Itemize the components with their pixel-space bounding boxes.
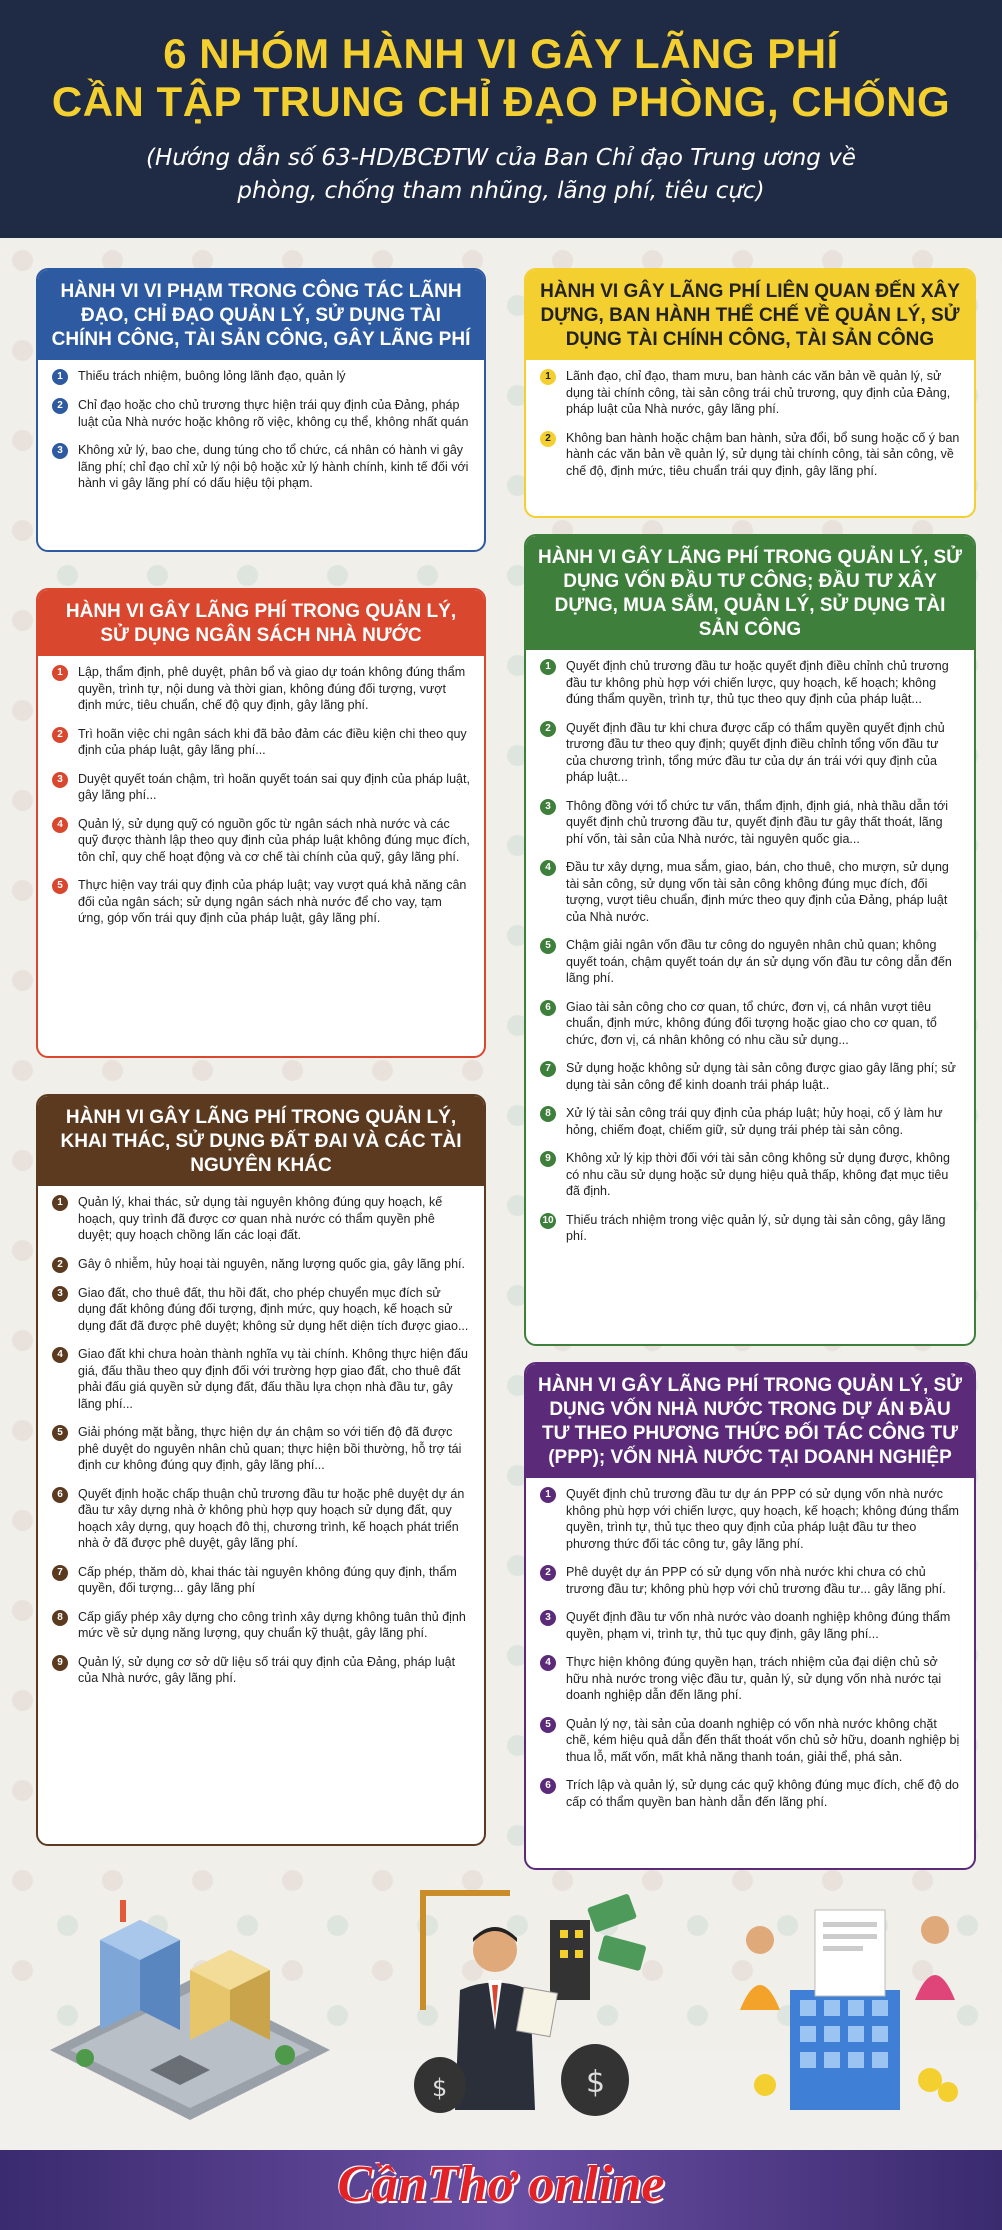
number-badge: 1 <box>540 369 556 385</box>
group-3-list <box>38 656 484 945</box>
group-6-card <box>524 1362 976 1870</box>
group-5-card <box>36 1094 486 1846</box>
group-4-list <box>526 650 974 1263</box>
number-badge: 5 <box>540 1717 556 1733</box>
number-badge: 3 <box>52 443 68 459</box>
group-5-list <box>38 1186 484 1705</box>
group-2-card <box>524 268 976 518</box>
site-logo: CầnThơ online <box>337 2156 665 2213</box>
list-item: 9 Quản lý, sử dụng cơ sở dữ liệu số trái quy định của Đảng, pháp luật của Nhà nước, gây lãng phí. <box>52 1654 470 1687</box>
number-badge: 1 <box>540 659 556 675</box>
number-badge: 9 <box>540 1151 556 1167</box>
list-item: 8 Xử lý tài sản công trái quy định của pháp luật; hủy hoại, cố ý làm hư hỏng, chiếm đoạt, chiếm giữ, sử dụng trái phép tài sản công. <box>540 1105 960 1138</box>
number-badge: 1 <box>52 665 68 681</box>
list-item: 4 Quản lý, sử dụng quỹ có nguồn gốc từ ngân sách nhà nước và các quỹ được thành lập theo quy định của pháp luật không đúng mục đích, tôn chỉ, quy chế hoạt động và cơ chế tài chính của quỹ, gây lãng phí. <box>52 816 470 866</box>
number-badge: 2 <box>540 721 556 737</box>
svg-text:$: $ <box>586 2065 606 2100</box>
list-item: 4 Đầu tư xây dựng, mua sắm, giao, bán, cho thuê, cho mượn, sử dụng tài sản công, sử dụng vốn tài sản công không đúng mục đích, đối tượng, vượt tiêu chuẩn, định mức theo quy định của Đảng, pháp luật của Nhà nước. <box>540 859 960 925</box>
number-badge: 6 <box>540 1778 556 1794</box>
list-item: 10 Thiếu trách nhiệm trong việc quản lý, sử dụng tài sản công, gây lãng phí. <box>540 1212 960 1245</box>
list-item: 3 Không xử lý, bao che, dung túng cho tổ chức, cá nhân có hành vi gây lãng phí; chỉ đạo chỉ xử lý nội bộ hoặc xử lý hành chính, kinh tế đối với hành vi gây lãng phí có dấu hiệu tội phạm. <box>52 442 470 492</box>
list-item: 1 Quyết định chủ trương đầu tư hoặc quyết định điều chỉnh chủ trương đầu tư không phù hợp với chiến lược, quy hoạch, kế hoạch; không đúng thẩm quyền, trình tự, thủ tục theo quy định của pháp luật... <box>540 658 960 708</box>
number-badge: 3 <box>52 772 68 788</box>
number-badge: 3 <box>52 1286 68 1302</box>
list-item: 9 Không xử lý kịp thời đối với tài sản công không sử dụng được, không có nhu cầu sử dụng hoặc sử dụng hiệu quả thấp, không đạt mục tiêu đã định. <box>540 1150 960 1200</box>
number-badge: 6 <box>540 1000 556 1016</box>
number-badge: 5 <box>52 1425 68 1441</box>
group-3-title: HÀNH VI GÂY LÃNG PHÍ TRONG QUẢN LÝ, SỬ DỤNG NGÂN SÁCH NHÀ NƯỚC <box>38 590 484 656</box>
list-item: 3 Quyết định đầu tư vốn nhà nước vào doanh nghiệp không đúng thẩm quyền, phạm vi, trình tự, thủ tục quy định, gây lãng phí... <box>540 1609 960 1642</box>
number-badge: 7 <box>52 1565 68 1581</box>
city-buildings-illustration <box>40 1880 340 2120</box>
number-badge: 3 <box>540 799 556 815</box>
list-item: 1 Quản lý, khai thác, sử dụng tài nguyên không đúng quy hoạch, kế hoạch, quy trình đã được cơ quan nhà nước có thẩm quyền phê duyệt; quy hoạch chồng lấn các loại đất. <box>52 1194 470 1244</box>
number-badge: 3 <box>540 1610 556 1626</box>
number-badge: 4 <box>540 1655 556 1671</box>
list-item: 5 Giải phóng mặt bằng, thực hiện dự án chậm so với tiến độ đã được phê duyệt do nguyên nhân chủ quan; thực hiện bồi thường, hỗ trợ tái định cư không đúng quy định, gây lãng phí... <box>52 1424 470 1474</box>
list-item: 3 Thông đồng với tổ chức tư vấn, thẩm định, định giá, nhà thầu dẫn tới quyết định chủ trương đầu tư, quyết định đầu tư gây thất thoát, lãng phí vốn, tài sản của Nhà nước, tài nguyên quốc gia... <box>540 798 960 848</box>
group-2-list <box>526 360 974 497</box>
list-item: 2 Chỉ đạo hoặc cho chủ trương thực hiện trái quy định của Đảng, pháp luật của Nhà nước hoặc không rõ việc, không cụ thể, không nhất quán <box>52 397 470 430</box>
list-item: 1 Thiếu trách nhiệm, buông lỏng lãnh đạo, quản lý <box>52 368 470 385</box>
businessman-money-illustration <box>400 1880 660 2120</box>
number-badge: 7 <box>540 1061 556 1077</box>
list-item: 3 Duyệt quyết toán chậm, trì hoãn quyết toán sai quy định của pháp luật, gây lãng phí... <box>52 771 470 804</box>
number-badge: 4 <box>52 1347 68 1363</box>
group-1-card <box>36 268 486 552</box>
group-6-list <box>526 1478 974 1828</box>
list-item: 5 Thực hiện vay trái quy định của pháp luật; vay vượt quá khả năng cân đối của ngân sách; sử dụng ngân sách nhà nước để cho vay, tạm ứng, góp vốn trái quy định của pháp luật, gây lãng phí. <box>52 877 470 927</box>
group-1-title: HÀNH VI VI PHẠM TRONG CÔNG TÁC LÃNH ĐẠO, CHỈ ĐẠO QUẢN LÝ, SỬ DỤNG TÀI CHÍNH CÔNG, TÀI SẢN CÔNG, GÂY LÃNG PHÍ <box>38 270 484 360</box>
number-badge: 2 <box>52 398 68 414</box>
number-badge: 2 <box>52 727 68 743</box>
page-subtitle: (Hướng dẫn số 63-HD/BCĐTW của Ban Chỉ đạo Trung ương về phòng, chống tham nhũng, lãng phí, tiêu cực) <box>146 145 856 204</box>
list-item: 4 Giao đất khi chưa hoàn thành nghĩa vụ tài chính. Không thực hiện đấu giá, đấu thầu theo quy định đối với trường hợp giao đất, cho thuê đất phải đấu giá quyền sử dụng đất, đấu thầu lựa chọn nhà đầu tư, gây lãng phí... <box>52 1346 470 1412</box>
group-4-title: HÀNH VI GÂY LÃNG PHÍ TRONG QUẢN LÝ, SỬ DỤNG VỐN ĐẦU TƯ CÔNG; ĐẦU TƯ XÂY DỰNG, MUA SẮM, QUẢN LÝ, SỬ DỤNG TÀI SẢN CÔNG <box>526 536 974 650</box>
page-title-line1: 6 NHÓM HÀNH VI GÂY LÃNG PHÍ <box>163 30 839 77</box>
page-title-line2: CẦN TẬP TRUNG CHỈ ĐẠO PHÒNG, CHỐNG <box>51 78 951 125</box>
list-item: 7 Cấp phép, thăm dò, khai thác tài nguyên không đúng quy định, thẩm quyền, đối tượng... gây lãng phí <box>52 1564 470 1597</box>
number-badge: 2 <box>52 1257 68 1273</box>
number-badge: 2 <box>540 431 556 447</box>
number-badge: 1 <box>52 1195 68 1211</box>
number-badge: 10 <box>540 1213 556 1229</box>
group-3-card <box>36 588 486 1058</box>
list-item: 5 Quản lý nợ, tài sản của doanh nghiệp có vốn nhà nước không chặt chẽ, kém hiệu quả dẫn đến thất thoát vốn chủ sở hữu, doanh nghiệp bị thua lỗ, mất vốn, mất khả năng thanh toán, giải thể, phá sản. <box>540 1716 960 1766</box>
list-item: 1 Lập, thẩm định, phê duyệt, phân bổ và giao dự toán không đúng thẩm quyền, trình tự, nội dung và thời gian, không đúng đối tượng, vượt định mức, tiêu chuẩn, chế độ quy định, gây lãng phí. <box>52 664 470 714</box>
number-badge: 1 <box>540 1487 556 1503</box>
svg-text:$: $ <box>432 2074 448 2102</box>
list-item: 8 Cấp giấy phép xây dựng cho công trình xây dựng không tuân thủ định mức về sử dụng năng lượng, quy chuẩn kỹ thuật, gây lãng phí. <box>52 1609 470 1642</box>
group-5-title: HÀNH VI GÂY LÃNG PHÍ TRONG QUẢN LÝ, KHAI THÁC, SỬ DỤNG ĐẤT ĐAI VÀ CÁC TÀI NGUYÊN KHÁC <box>38 1096 484 1186</box>
list-item: 4 Thực hiện không đúng quyền hạn, trách nhiệm của đại diện chủ sở hữu nhà nước trong việc đầu tư, quản lý, sử dụng vốn nhà nước tại doanh nghiệp dẫn đến lãng phí. <box>540 1654 960 1704</box>
number-badge: 9 <box>52 1655 68 1671</box>
list-item: 3 Giao đất, cho thuê đất, thu hồi đất, cho phép chuyển mục đích sử dụng đất không đúng đối tượng, định mức, quy hoạch, kế hoạch sử dụng đất đã được phê duyệt; không sử dụng hết diện tích được giao... <box>52 1285 470 1335</box>
number-badge: 5 <box>52 878 68 894</box>
number-badge: 8 <box>52 1610 68 1626</box>
list-item: 2 Gây ô nhiễm, hủy hoại tài nguyên, năng lượng quốc gia, gây lãng phí. <box>52 1256 470 1273</box>
header <box>0 0 1002 238</box>
list-item: 5 Chậm giải ngân vốn đầu tư công do nguyên nhân chủ quan; không quyết toán, chậm quyết toán dự án sử dụng vốn đầu tư công dẫn đến lãng phí. <box>540 937 960 987</box>
number-badge: 4 <box>52 817 68 833</box>
list-item: 2 Không ban hành hoặc chậm ban hành, sửa đổi, bổ sung hoặc cố ý ban hành các văn bản về quản lý, sử dụng tài chính công, tài sản công, về chế độ, định mức, tiêu chuẩn trái quy định, gây lãng phí. <box>540 430 960 480</box>
group-1-list <box>38 360 484 510</box>
people-building-illustration <box>720 1880 980 2120</box>
list-item: 1 Lãnh đạo, chỉ đạo, tham mưu, ban hành các văn bản về quản lý, sử dụng tài chính công, tài sản công trái chủ trương, quy định của Đảng, pháp luật của Nhà nước, gây lãng phí. <box>540 368 960 418</box>
list-item: 2 Quyết định đầu tư khi chưa được cấp có thẩm quyền quyết định chủ trương đầu tư theo quy định; quyết định điều chỉnh tổng vốn đầu tư của chương trình, tổng mức đầu tư của dự án trái với quy định của pháp luật... <box>540 720 960 786</box>
number-badge: 4 <box>540 860 556 876</box>
group-6-title: HÀNH VI GÂY LÃNG PHÍ TRONG QUẢN LÝ, SỬ DỤNG VỐN NHÀ NƯỚC TRONG DỰ ÁN ĐẦU TƯ THEO PHƯƠNG THỨC ĐỐI TÁC CÔNG TƯ (PPP); VỐN NHÀ NƯỚC TẠI DOANH NGHIỆP <box>526 1364 974 1478</box>
group-2-title: HÀNH VI GÂY LÃNG PHÍ LIÊN QUAN ĐẾN XÂY DỰNG, BAN HÀNH THỂ CHẾ VỀ QUẢN LÝ, SỬ DỤNG TÀI CHÍNH CÔNG, TÀI SẢN CÔNG <box>526 270 974 360</box>
list-item: 7 Sử dụng hoặc không sử dụng tài sản công được giao gây lãng phí; sử dụng tài sản công để kinh doanh trái pháp luật.. <box>540 1060 960 1093</box>
list-item: 1 Quyết định chủ trương đầu tư dự án PPP có sử dụng vốn nhà nước không phù hợp với chiến lược, quy hoạch, kế hoạch; không đúng thẩm quyền, trình tự, thủ tục theo quy định của pháp luật đầu tư theo phương thức đối tác công tư, gây lãng phí. <box>540 1486 960 1552</box>
number-badge: 1 <box>52 369 68 385</box>
number-badge: 2 <box>540 1565 556 1581</box>
number-badge: 6 <box>52 1487 68 1503</box>
number-badge: 5 <box>540 938 556 954</box>
group-4-card <box>524 534 976 1346</box>
list-item: 2 Trì hoãn việc chi ngân sách khi đã bảo đảm các điều kiện chi theo quy định của pháp luật, gây lãng phí... <box>52 726 470 759</box>
list-item: 6 Quyết định hoặc chấp thuận chủ trương đầu tư hoặc phê duyệt dự án đầu tư xây dựng nhà ở không phù hợp quy hoạch sử dụng đất, quy hoạch xây dựng, quy hoạch đô thị, chương trình, kế hoạch phát triển nhà ở đã được phê duyệt, gây lãng phí. <box>52 1486 470 1552</box>
list-item: 6 Trích lập và quản lý, sử dụng các quỹ không đúng mục đích, chế độ do cấp có thẩm quyền ban hành dẫn đến lãng phí. <box>540 1777 960 1810</box>
number-badge: 8 <box>540 1106 556 1122</box>
list-item: 2 Phê duyệt dự án PPP có sử dụng vốn nhà nước khi chưa có chủ trương đầu tư; không phù hợp với chủ trương đầu tư... gây lãng phí. <box>540 1564 960 1597</box>
list-item: 6 Giao tài sản công cho cơ quan, tổ chức, đơn vị, cá nhân vượt tiêu chuẩn, định mức, không đúng đối tượng hoặc giao cho cơ quan, tổ chức, đơn vị, cá nhân không có nhu cầu sử dụng... <box>540 999 960 1049</box>
